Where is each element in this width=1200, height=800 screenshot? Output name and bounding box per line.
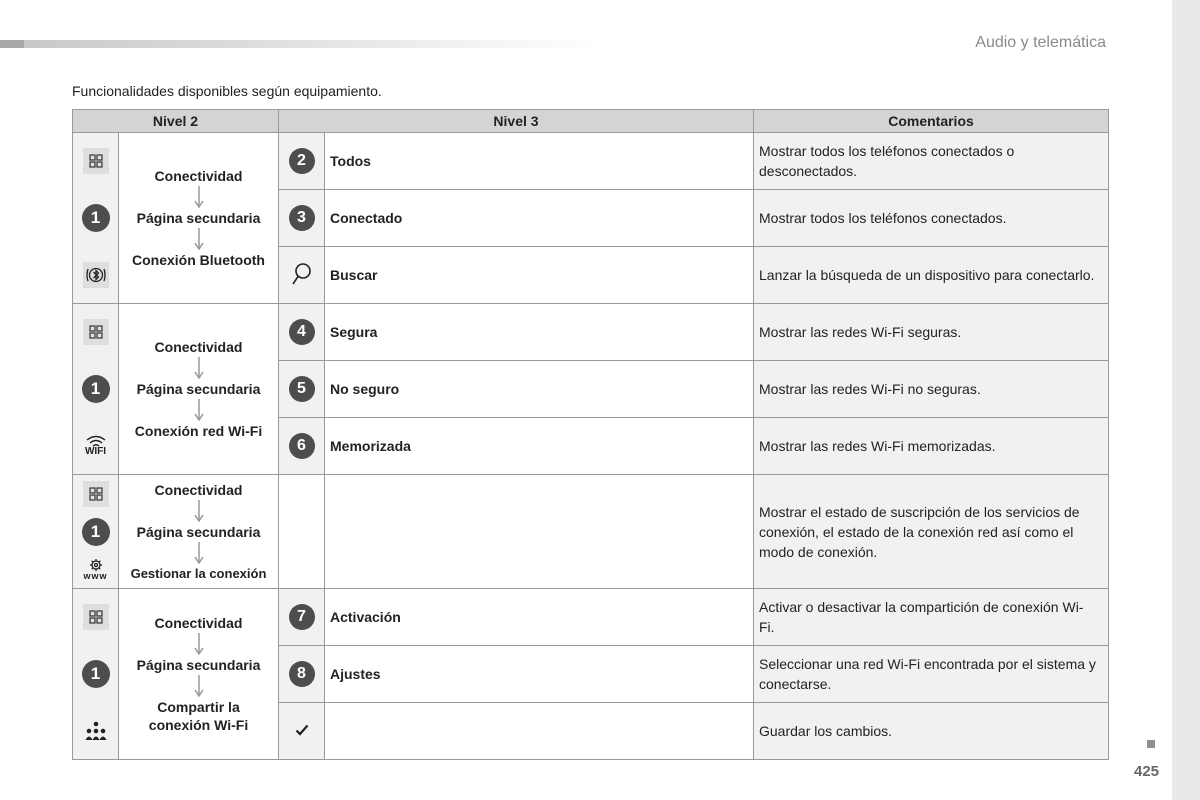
page-section-title: Audio y telemática xyxy=(975,34,1106,51)
marker-cell xyxy=(279,361,325,418)
page-marker-square xyxy=(1147,740,1155,748)
nav-path-bluetooth xyxy=(119,133,279,304)
marker-cell xyxy=(279,418,325,475)
level3-label xyxy=(325,703,754,760)
comment-cell: Activar o desactivar la compartición de conexión Wi-Fi. xyxy=(754,589,1109,646)
arrow-down-icon xyxy=(194,399,204,421)
arrow-down-icon xyxy=(194,357,204,379)
level3-label: Activación xyxy=(325,589,754,646)
number-1-icon: 1 xyxy=(82,204,110,232)
www-icon-label: www xyxy=(83,571,108,581)
icon-column xyxy=(73,475,119,589)
marker-cell xyxy=(279,247,325,304)
marker-cell xyxy=(279,304,325,361)
table-row xyxy=(73,133,1109,190)
comment-cell: Guardar los cambios. xyxy=(754,703,1109,760)
number-4-icon: 4 xyxy=(289,319,315,345)
marker-cell xyxy=(279,475,325,589)
level3-label: Segura xyxy=(325,304,754,361)
level3-label: Memorizada xyxy=(325,418,754,475)
nav-step-label: Conexión Bluetooth xyxy=(132,252,265,268)
nav-step-label: Conectividad xyxy=(154,168,243,184)
functions-table xyxy=(72,109,1109,760)
level3-label xyxy=(325,475,754,589)
number-1-icon: 1 xyxy=(82,660,110,688)
number-8-icon: 8 xyxy=(289,661,315,687)
number-2-icon: 2 xyxy=(289,148,315,174)
nav-step-label: Página secundaria xyxy=(136,210,261,226)
marker-cell xyxy=(279,190,325,247)
grid-icon xyxy=(83,148,109,174)
nav-path-connection xyxy=(119,475,279,589)
table-row xyxy=(73,304,1109,361)
arrow-down-icon xyxy=(194,675,204,697)
nav-step-label: Página secundaria xyxy=(136,657,261,673)
arrow-down-icon xyxy=(194,228,204,250)
comment-cell: Mostrar las redes Wi-Fi memorizadas. xyxy=(754,418,1109,475)
nav-step-label: Gestionar la conexión xyxy=(130,565,267,581)
table-row xyxy=(73,589,1109,646)
nav-step-label: Conectividad xyxy=(154,615,243,631)
icon-column xyxy=(73,133,119,304)
level3-label: Ajustes xyxy=(325,646,754,703)
comment-cell: Seleccionar una red Wi-Fi encontrada por el sistema y conectarse. xyxy=(754,646,1109,703)
number-3-icon: 3 xyxy=(289,205,315,231)
comment-cell: Mostrar las redes Wi-Fi no seguras. xyxy=(754,361,1109,418)
level3-label: Buscar xyxy=(325,247,754,304)
table-row xyxy=(73,475,1109,589)
header-nivel-3: Nivel 3 xyxy=(279,110,754,133)
header-comentarios: Comentarios xyxy=(754,110,1109,133)
icon-column xyxy=(73,304,119,475)
page-number: 425 xyxy=(1134,763,1160,780)
nav-step-label: conexión Wi-Fi xyxy=(148,717,249,733)
check-icon xyxy=(295,724,309,736)
comment-cell: Mostrar las redes Wi-Fi seguras. xyxy=(754,304,1109,361)
level3-label: No seguro xyxy=(325,361,754,418)
table-header-row xyxy=(73,110,1109,133)
level3-label: Conectado xyxy=(325,190,754,247)
marker-cell xyxy=(279,646,325,703)
nav-step-label: Compartir la xyxy=(157,699,240,715)
number-1-icon: 1 xyxy=(82,518,110,546)
page-edge-strip xyxy=(1172,0,1200,800)
number-5-icon: 5 xyxy=(289,376,315,402)
wifi-icon-label: WIFI xyxy=(84,446,107,457)
grid-icon xyxy=(83,604,109,630)
arrow-down-icon xyxy=(194,500,204,522)
header-gradient-bar xyxy=(0,40,600,48)
share-people-icon xyxy=(83,718,109,744)
nav-step-label: Conectividad xyxy=(154,339,243,355)
grid-icon xyxy=(83,481,109,507)
intro-text: Funcionalidades disponibles según equipamiento. xyxy=(72,83,382,99)
gear-www-icon xyxy=(83,557,109,583)
nav-step-label: Página secundaria xyxy=(136,381,261,397)
nav-step-label: Conectividad xyxy=(154,481,243,498)
comment-cell: Mostrar todos los teléfonos conectados o desconectados. xyxy=(754,133,1109,190)
number-7-icon: 7 xyxy=(289,604,315,630)
arrow-down-icon xyxy=(194,633,204,655)
comment-cell: Mostrar el estado de suscripción de los servicios de conexión, el estado de la conexión red así como el modo de conexión. xyxy=(754,475,1109,589)
number-6-icon: 6 xyxy=(289,433,315,459)
comment-cell: Mostrar todos los teléfonos conectados. xyxy=(754,190,1109,247)
comment-cell: Lanzar la búsqueda de un dispositivo para conectarlo. xyxy=(754,247,1109,304)
marker-cell xyxy=(279,703,325,760)
nav-step-label: Página secundaria xyxy=(136,523,261,540)
marker-cell xyxy=(279,589,325,646)
bluetooth-icon xyxy=(83,262,109,288)
nav-step-label: Conexión red Wi-Fi xyxy=(134,423,263,439)
search-icon xyxy=(291,262,313,286)
icon-column xyxy=(73,589,119,760)
marker-cell xyxy=(279,133,325,190)
arrow-down-icon xyxy=(194,186,204,208)
wifi-icon xyxy=(83,433,109,459)
number-1-icon: 1 xyxy=(82,375,110,403)
arrow-down-icon xyxy=(194,542,204,564)
nav-path-share xyxy=(119,589,279,760)
header-nivel-2: Nivel 2 xyxy=(73,110,279,133)
level3-label: Todos xyxy=(325,133,754,190)
grid-icon xyxy=(83,319,109,345)
nav-path-wifi xyxy=(119,304,279,475)
